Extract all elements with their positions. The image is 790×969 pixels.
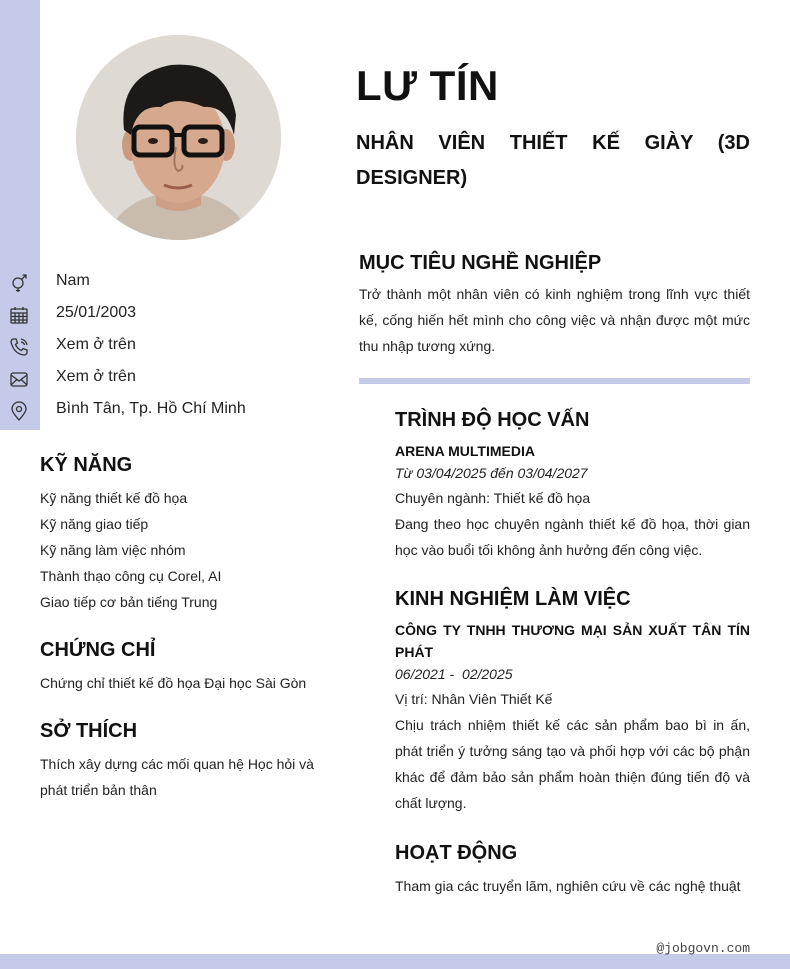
section-heading: HOẠT ĐỘNG — [395, 842, 518, 864]
experience-section — [395, 587, 750, 816]
info-email — [0, 364, 340, 396]
section-heading: MỤC TIÊU NGHỀ NGHIỆP — [359, 252, 602, 274]
certificate-item: Chứng chỉ thiết kế đồ họa Đại học Sài Gòn — [40, 675, 307, 691]
personal-info-list — [0, 268, 340, 428]
education-major: Chuyên ngành: Thiết kế đồ họa — [395, 490, 591, 506]
education-description: Đang theo học chuyên ngành thiết kế đồ họa, thời gian học vào buổi tối không ảnh hưởng đến công việc. — [395, 516, 750, 558]
objective-section — [359, 251, 750, 359]
candidate-name: LƯ TÍN — [356, 62, 499, 109]
accent-bottom-bar — [0, 954, 790, 969]
skills-section — [40, 453, 330, 615]
section-heading: KỸ NĂNG — [40, 454, 133, 476]
info-text: Nam — [56, 272, 90, 289]
skill-item: Thành thạo công cụ Corel, AI — [40, 568, 222, 584]
info-address — [0, 396, 340, 428]
certificates-section — [40, 638, 330, 696]
info-gender — [0, 268, 340, 300]
skill-item: Kỹ năng làm việc nhóm — [40, 542, 186, 558]
watermark: @jobgovn.com — [656, 941, 750, 956]
education-period: Từ 03/04/2025 đến 03/04/2027 — [395, 465, 588, 481]
info-text: Xem ở trên — [56, 336, 136, 353]
calendar-icon — [9, 305, 29, 325]
info-phone — [0, 332, 340, 364]
mail-icon — [9, 369, 29, 389]
hobbies-section — [40, 719, 330, 803]
section-heading: TRÌNH ĐỘ HỌC VẤN — [395, 409, 590, 431]
company-name: CÔNG TY TNHH THƯƠNG MẠI SẢN XUẤT TÂN TÍN PHÁT — [395, 622, 750, 660]
profile-photo-illustration — [76, 35, 281, 240]
objective-text: Trở thành một nhân viên có kinh nghiệm trong lĩnh vực thiết kế, cống hiến hết mình cho công việc và nhận được một mức thu nhập tương xứng. — [359, 286, 750, 354]
activities-section — [395, 841, 750, 899]
school-name: ARENA MULTIMEDIA — [395, 443, 535, 459]
phone-icon — [9, 337, 29, 357]
location-icon — [9, 401, 29, 421]
skill-item: Giao tiếp cơ bản tiếng Trung — [40, 594, 218, 610]
skill-item: Kỹ năng giao tiếp — [40, 516, 149, 532]
profile-photo — [76, 35, 281, 240]
activities-text: Tham gia các truyển lãm, nghiên cứu về các nghệ thuật — [395, 878, 741, 894]
gender-icon — [9, 273, 29, 293]
experience-period: 06/2021 - 02/2025 — [395, 666, 513, 682]
info-text: Xem ở trên — [56, 368, 136, 385]
info-text: Bình Tân, Tp. Hồ Chí Minh — [56, 400, 246, 417]
info-birthdate — [0, 300, 340, 332]
experience-position: Vị trí: Nhân Viên Thiết Kế — [395, 691, 553, 707]
experience-description: Chịu trách nhiệm thiết kế các sản phẩm bao bì in ấn, phát triển ý tưởng sáng tạo và phối hợp với các bộ phận khác để đảm bảo sản phẩm hoàn thiện đúng tiến độ và chất lượng. — [395, 717, 750, 811]
skill-item: Kỹ năng thiết kế đồ họa — [40, 490, 188, 506]
section-divider — [359, 378, 750, 384]
info-text: 25/01/2003 — [56, 304, 137, 321]
section-heading: KINH NGHIỆM LÀM VIỆC — [395, 588, 631, 610]
education-section — [395, 408, 750, 563]
job-title: NHÂN VIÊN THIẾT KẾ GIÀY (3D DESIGNER) — [356, 132, 750, 189]
section-heading: CHỨNG CHỈ — [40, 639, 156, 661]
hobbies-text: Thích xây dựng các mối quan hệ Học hỏi và phát triển bản thân — [40, 756, 314, 798]
section-heading: SỞ THÍCH — [40, 720, 138, 742]
